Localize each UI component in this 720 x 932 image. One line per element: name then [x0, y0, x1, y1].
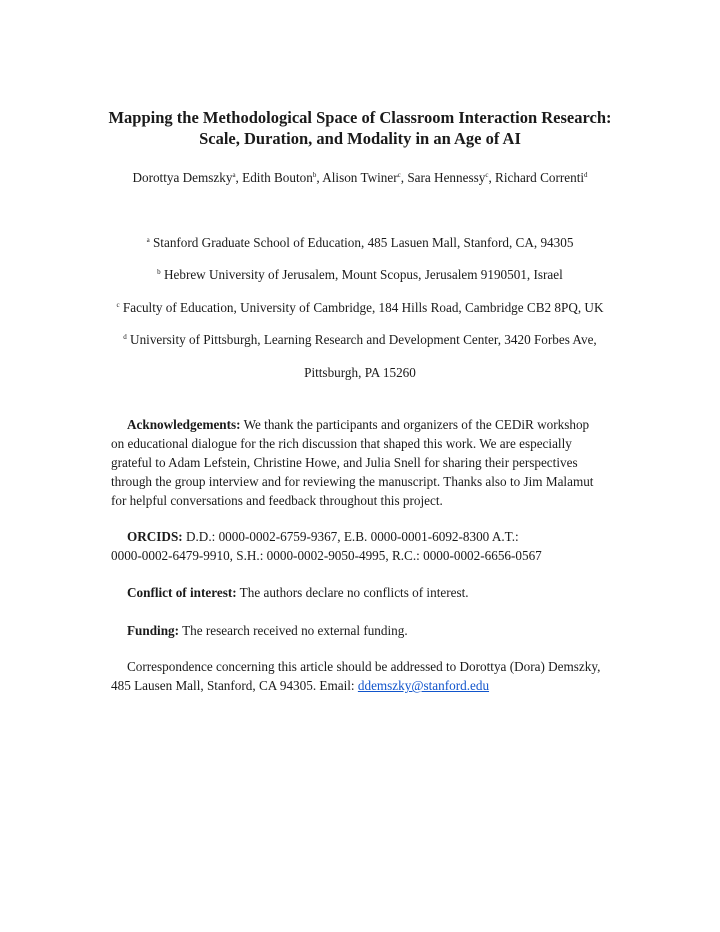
affiliation-text: Stanford Graduate School of Education, 485 Lasuen Mall, Stanford, CA, 94305	[152, 235, 574, 250]
orcids-text: 0000-0002-6479-9910, S.H.: 0000-0002-9050-4995, R.C.: 0000-0002-6656-0567	[111, 548, 542, 563]
affiliation-text: Faculty of Education, University of Cambridge, 184 Hills Road, Cambridge CB2 8PQ, UK	[122, 300, 604, 315]
funding-paragraph	[111, 621, 630, 640]
affiliation-marker: a	[146, 236, 150, 244]
author-affiliation-marker: c	[397, 171, 401, 179]
affiliation-text: Hebrew University of Jerusalem, Mount Scopus, Jerusalem 9190501, Israel	[163, 267, 563, 282]
acknowledgements-text: for helpful conversations and feedback throughout this project.	[111, 493, 443, 508]
author-separator: ,	[488, 170, 496, 185]
author-affiliation-marker: b	[312, 171, 317, 179]
author-name: Dorottya Demszky	[132, 170, 233, 185]
acknowledgements-text: grateful to Adam Lefstein, Christine Howe, and Julia Snell for sharing their perspectives	[111, 455, 578, 470]
correspondence-text: Correspondence concerning this article should be addressed to Dorottya (Dora) Demszky,	[127, 659, 601, 674]
author-name: Richard Correnti	[495, 170, 585, 185]
orcids-label: ORCIDS:	[127, 529, 183, 544]
author-affiliation-marker: a	[232, 171, 236, 179]
conflict-text: The authors declare no conflicts of interest.	[236, 585, 469, 600]
correspondence-address: 485 Lausen Mall, Stanford, CA 94305. Email:	[111, 678, 358, 693]
correspondence-paragraph	[111, 657, 630, 695]
acknowledgements-label: Acknowledgements:	[127, 417, 241, 432]
author-affiliation-marker: d	[584, 171, 588, 179]
orcids-paragraph	[111, 527, 630, 565]
author-separator: ,	[400, 170, 408, 185]
acknowledgements-text: on educational dialogue for the rich discussion that shaped this work. We are especially	[111, 436, 572, 451]
acknowledgements-text: through the group interview and for reviewing the manuscript. Thanks also to Jim Malamut	[111, 474, 594, 489]
conflict-label: Conflict of interest:	[127, 585, 237, 600]
funding-text: The research received no external funding.	[179, 623, 408, 638]
affiliation-marker: c	[116, 301, 120, 309]
affiliation-marker: b	[157, 268, 161, 276]
author-separator: ,	[316, 170, 323, 185]
author-list	[0, 170, 720, 186]
acknowledgements-text: We thank the participants and organizers of the CEDiR workshop	[240, 417, 590, 432]
author-affiliation-marker: c	[485, 171, 489, 179]
affiliation-a	[0, 234, 720, 252]
author-name: Edith Bouton	[242, 170, 313, 185]
affiliation-d	[0, 331, 720, 349]
email-link[interactable]: ddemszky@stanford.edu	[357, 678, 490, 693]
author-name: Alison Twiner	[322, 170, 398, 185]
affiliation-c	[0, 299, 720, 317]
conflict-of-interest-paragraph	[111, 583, 630, 602]
affiliation-text: University of Pittsburgh, Learning Research and Development Center, 3420 Forbes Ave,	[130, 332, 597, 347]
paper-title-line-1: Mapping the Methodological Space of Classroom Interaction Research:	[108, 108, 612, 127]
affiliation-marker: d	[123, 333, 127, 341]
author-name: Sara Hennessy	[407, 170, 486, 185]
orcids-text: D.D.: 0000-0002-6759-9367, E.B. 0000-0001-6092-8300 A.T.:	[182, 529, 519, 544]
acknowledgements-paragraph	[111, 415, 630, 510]
funding-label: Funding:	[127, 623, 180, 638]
affiliation-d-continued: Pittsburgh, PA 15260	[304, 365, 416, 380]
affiliation-b	[0, 266, 720, 284]
paper-title-line-2: Scale, Duration, and Modality in an Age of AI	[199, 129, 521, 148]
author-separator: ,	[235, 170, 243, 185]
